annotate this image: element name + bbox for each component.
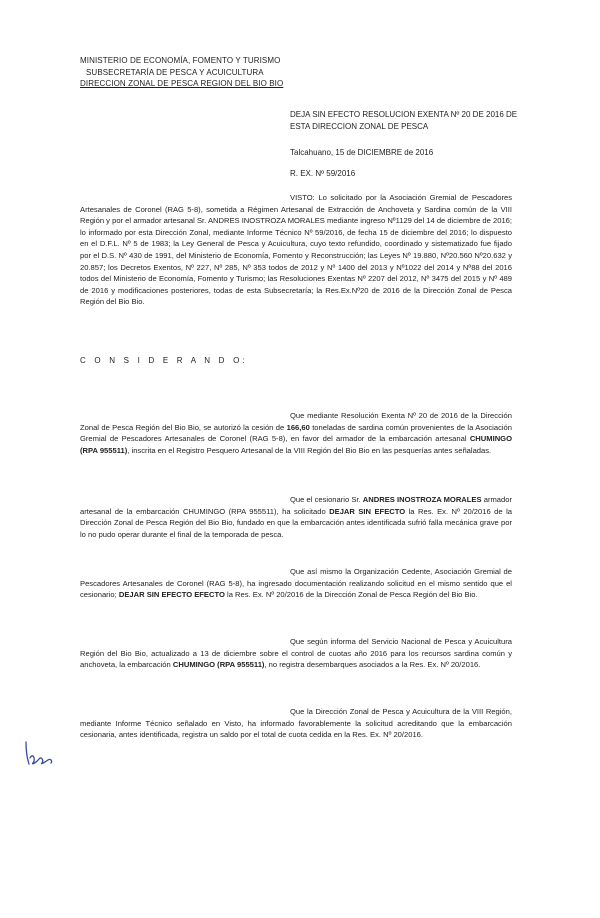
p2-bold-a: ANDRES INOSTROZA MORALES xyxy=(362,495,482,504)
letterhead xyxy=(80,55,283,90)
p1-text-b: toneladas de sardina común provenientes de la Asociación Gremial de Pescadores Artesanales de Coronel (RAG 5-8), en favor del armador de la embarcación artesanal xyxy=(80,422,513,444)
city-date: Talcahuano, 15 de DICIEMBRE de 2016 xyxy=(290,148,434,157)
p4-text-a: Que según informa del Servicio Nacional de Pesca y Acuicultura Región del Bio Bio, actualizado a 13 de diciembre sobre el control de cuotas año 2016 para los recursos sardina común y anchoveta, la embarcación xyxy=(80,637,512,670)
p2-text-b: armador artesanal de la embarcación CHUMINGO (RPA 955511), ha solicitado xyxy=(80,495,512,516)
resolution-reference: DEJA SIN EFECTO RESOLUCION EXENTA Nº 20 DE 2016 DE ESTA DIRECCION ZONAL DE PESCA xyxy=(290,110,518,131)
p4-bold-a: CHUMINGO (RPA 955511) xyxy=(172,660,265,670)
considerando-paragraph-4 xyxy=(80,636,512,671)
p3-text-a: Que así mismo la Organización Cedente, Asociación Gremial de Pescadores Artesanales de Coronel (RAG 5-8), ha ingresado documentación realizando solicitud en el mismo sentido que el cesionario; xyxy=(80,567,512,600)
p2-bold-b: DEJAR SIN EFECTO xyxy=(329,506,406,516)
resolution-number: R. EX. Nº 59/2016 xyxy=(290,169,356,178)
p1-bold-b: CHUMINGO (RPA 955511) xyxy=(80,434,512,455)
considerando-paragraph-2 xyxy=(80,494,512,540)
handwritten-initials-icon xyxy=(20,738,60,768)
undersecretary-line: SUBSECRETARÍA DE PESCA Y ACUICULTURA xyxy=(86,67,264,77)
visto-paragraph: VISTO: Lo solicitado por la Asociación Gremial de Pescadores Artesanales de Coronel (RAG 5-8), sometida a Régimen Artesanal de Extracción de Anchoveta y Sardina común de la VIII Región y por el armador artesanal Sr. ANDRES INOSTROZA MORALES mediante ingreso Nº1129 del 14 de diciembre de 2016; lo informado por esta Dirección Zonal, mediante Informe Técnico Nº 59/2016, de fecha 15 de diciembre del 2016; lo dispuesto en el D.F.L. Nº 5 de 1983; la Ley General de Pesca y Acuicultura, cuyo texto refundido, coordinado y sistematizado fue fijado por el D.S. Nº 430 de 1991, del Ministerio de Economía, Fomento y Reconstrucción; las Leyes Nº 19.880, Nº20.560 Nº20.632 y 20.857; los Decretos Exentos, Nº 227, Nº 285, Nº 353 todos de 2012 y Nº 1400 del 2013 y Nº1022 del 2014 y Nº88 del 2016 todos del Ministerio de Economía, Fomento y Turismo; las Resoluciones Exentas Nº 2207 del 2012, Nº 3475 del 2015 y Nº 489 de 2016 y modificaciones posteriores, todas de esta Subsecretaría; la Res.Ex.Nº20 de 2016 de la Dirección Zonal de Pesca Región del Bio Bio. xyxy=(80,193,512,307)
considerando-paragraph-3 xyxy=(80,566,512,601)
ministry-line: MINISTERIO DE ECONOMÍA, FOMENTO Y TURISMO xyxy=(80,56,281,65)
considerando-paragraph-5 xyxy=(80,706,512,741)
p2-text-a: Que el cesionario Sr. xyxy=(290,495,363,504)
p1-bold-a: 166,60 xyxy=(286,422,310,432)
considerando-heading: C O N S I D E R A N D O: xyxy=(80,356,248,365)
p1-text-a: Que mediante Resolución Exenta Nº 20 de 2016 de la Dirección Zonal de Pesca Región del Bio Bio, se autorizó la cesión de xyxy=(80,411,512,432)
considerando-paragraph-1 xyxy=(80,410,512,456)
p2-text-c: la Res. Ex. Nº 20/2016 de la Dirección Zonal de Pesca Región del Bio Bio, fundado en que la embarcación antes identificada sufrió falla mecánica grave por lo no pudo operar durante el final de la temporada de pesca. xyxy=(80,506,512,539)
p5-text-a: Que la Dirección Zonal de Pesca y Acuicultura de la VIII Región, mediante Informe Técnico señalado en Visto, ha informado favorablemente la solicitud acreditando que la embarcación cesionaria, antes identificada, registra un saldo por el total de cuota cedida en la Res. Ex. Nº 20/2016. xyxy=(80,707,512,740)
p4-text-b: , no registra desembarques asociados a la Res. Ex. Nº 20/2016. xyxy=(264,660,481,670)
zonal-direction-line: DIRECCION ZONAL DE PESCA REGION DEL BIO BIO xyxy=(80,79,284,88)
p3-bold-a: DEJAR SIN EFECTO EFECTO xyxy=(118,590,225,600)
p3-text-b: la Res. Ex. Nº 20/2016 de la Dirección Zonal de Pesca Región del Bio Bio. xyxy=(224,590,478,600)
p1-text-c: , inscrita en el Registro Pesquero Artesanal de la VIII Región del Bio Bio en las pesquerías antes señaladas. xyxy=(127,445,492,455)
